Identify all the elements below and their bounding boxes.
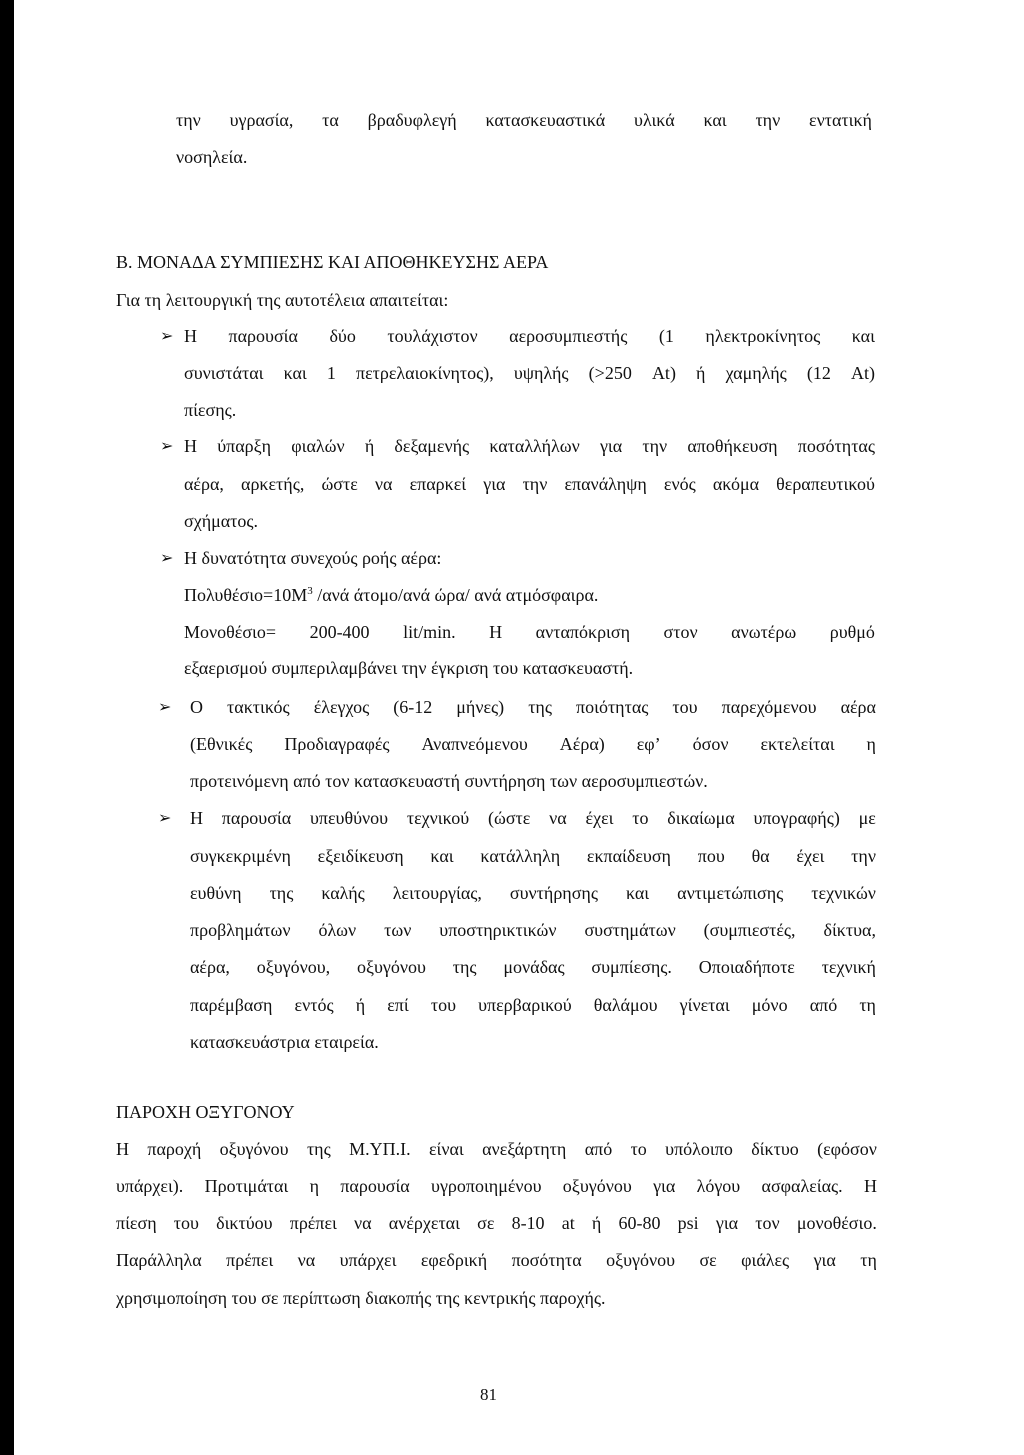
word: ακόμα xyxy=(712,474,760,494)
word: το xyxy=(632,808,649,828)
justified-line xyxy=(190,807,876,829)
word: Η xyxy=(116,1139,129,1159)
justified-line xyxy=(190,919,876,941)
word: Προδιαγραφές xyxy=(284,734,390,754)
word: υπευθύνου xyxy=(309,808,389,828)
text-line: σχήματος. xyxy=(184,511,259,531)
word: τεχνικών xyxy=(811,883,876,903)
word: της xyxy=(269,883,294,903)
justified-line xyxy=(190,845,876,867)
justified-line xyxy=(184,325,875,347)
word: επαρκεί xyxy=(409,474,467,494)
word: τα xyxy=(322,110,339,130)
word: συστημάτων xyxy=(584,920,676,940)
word: ηλεκτροκίνητος xyxy=(705,326,821,346)
bullet-arrow-icon: ➢ xyxy=(158,697,172,716)
word: εξειδίκευση xyxy=(317,846,404,866)
word: την xyxy=(176,110,201,130)
word: Αέρα) xyxy=(559,734,605,754)
word: φιάλες xyxy=(741,1250,790,1270)
word: αρκετής, xyxy=(241,474,305,494)
word: για xyxy=(715,1213,739,1233)
word: ώστε xyxy=(321,474,358,494)
word: οξυγόνου xyxy=(356,957,426,977)
word: Η xyxy=(184,436,197,456)
word: υποστηρικτικών xyxy=(439,920,557,940)
word: υγρασία, xyxy=(229,110,294,130)
word: ανταπόκριση xyxy=(535,622,631,642)
word: συντήρησης xyxy=(509,883,598,903)
word: συνιστάται xyxy=(184,363,264,383)
word: πετρελαιοκίνητος), xyxy=(356,363,494,383)
word: την xyxy=(851,846,876,866)
justified-line xyxy=(116,1249,877,1271)
word: (12 xyxy=(806,363,831,383)
justified-line xyxy=(190,733,876,755)
word: μονοθέσιο. xyxy=(796,1213,877,1233)
word: της xyxy=(528,697,552,717)
word: θα xyxy=(751,846,770,866)
word: επί xyxy=(387,995,409,1015)
word: psi xyxy=(677,1213,699,1233)
word: λειτουργίας, xyxy=(392,883,482,903)
text-line: εξαερισμού συμπεριλαμβάνει την έγκριση του κατασκευαστή. xyxy=(184,658,634,678)
word: (συμπιεστές, xyxy=(703,920,796,940)
word: για xyxy=(483,474,506,494)
word: (1 xyxy=(658,326,674,346)
word: σε xyxy=(477,1213,495,1233)
word: να xyxy=(354,1213,372,1233)
word: του xyxy=(430,995,456,1015)
word: ποιότητας xyxy=(576,697,649,717)
word: και xyxy=(430,846,454,866)
word: ανέρχεται xyxy=(388,1213,460,1233)
text-line xyxy=(184,584,598,606)
word: αποθήκευση xyxy=(687,436,778,456)
word: παρέμβαση xyxy=(190,995,273,1015)
word: παρεχόμενου xyxy=(721,697,817,717)
word: εφεδρική xyxy=(420,1250,488,1270)
word: Παράλληλα xyxy=(116,1250,202,1270)
word: και xyxy=(703,110,727,130)
word: εφ’ xyxy=(636,734,661,754)
bullet-arrow-icon: ➢ xyxy=(158,808,172,827)
word: οξυγόνου xyxy=(562,1176,632,1196)
word: μήνες) xyxy=(456,697,505,717)
word: (εφόσον xyxy=(817,1139,877,1159)
justified-line xyxy=(190,994,876,1016)
word: ανωτέρω xyxy=(731,622,797,642)
text-segment: Πολυθέσιο=10Μ xyxy=(184,585,308,605)
word: όλων xyxy=(318,920,357,940)
word: η xyxy=(866,734,876,754)
word: ποσότητα xyxy=(511,1250,582,1270)
word: σε xyxy=(699,1250,717,1270)
word: οξυγόνου xyxy=(219,1139,289,1159)
word: (6-12 xyxy=(393,697,433,717)
word: επανάληψη xyxy=(564,474,647,494)
word: παρουσία xyxy=(340,1176,410,1196)
word: Η xyxy=(489,622,503,642)
word: για xyxy=(599,436,623,456)
word: αέρα xyxy=(840,697,876,717)
bullet-arrow-icon: ➢ xyxy=(160,436,174,455)
word: (>250 xyxy=(588,363,632,383)
word: έλεγχος xyxy=(313,697,370,717)
justified-line xyxy=(190,696,876,718)
justified-line xyxy=(116,1138,877,1160)
word: παροχή xyxy=(147,1139,202,1159)
justified-line xyxy=(184,435,875,457)
text-line: νοσηλεία. xyxy=(176,147,248,167)
word: αεροσυμπιεστής xyxy=(509,326,628,346)
word: λόγου xyxy=(696,1176,741,1196)
word: παρουσία xyxy=(228,326,298,346)
word: τεχνική xyxy=(821,957,876,977)
word: βραδυφλεγή xyxy=(367,110,457,130)
document-page xyxy=(14,0,1024,1455)
word: θεραπευτικού xyxy=(776,474,875,494)
word: υπόλοιπο xyxy=(665,1139,733,1159)
word: (Εθνικές xyxy=(190,734,253,754)
word: Ο xyxy=(190,697,203,717)
word: κατάλληλη xyxy=(480,846,561,866)
word: την xyxy=(642,436,668,456)
word: Μονοθέσιο= xyxy=(184,622,277,642)
word: δικαίωμα xyxy=(667,808,735,828)
word: αέρα, xyxy=(184,474,224,494)
word: πρέπει xyxy=(289,1213,337,1233)
word: τουλάχιστον xyxy=(387,326,478,346)
word: lit/min. xyxy=(403,622,456,642)
word: At) xyxy=(851,363,875,383)
word: αέρα, xyxy=(190,957,230,977)
word: για xyxy=(813,1250,836,1270)
justified-line xyxy=(190,882,876,904)
word: έχει xyxy=(585,808,614,828)
word: Οποιαδήποτε xyxy=(698,957,795,977)
page-number: 81 xyxy=(480,1385,497,1404)
word: στον xyxy=(663,622,698,642)
justified-line xyxy=(184,473,875,495)
word: τη xyxy=(860,1250,877,1270)
word: οξυγόνου xyxy=(606,1250,676,1270)
word: που xyxy=(697,846,725,866)
word: φιαλών xyxy=(291,436,345,456)
word: ή xyxy=(696,363,706,383)
word: του xyxy=(173,1213,199,1233)
word: 200-400 xyxy=(309,622,370,642)
word: όσον xyxy=(692,734,729,754)
word: και xyxy=(851,326,875,346)
word: των xyxy=(384,920,412,940)
word: ενός xyxy=(663,474,696,494)
word: (ώστε xyxy=(488,808,531,828)
word: Προτιμάται xyxy=(204,1176,289,1196)
word: δικτύου xyxy=(216,1213,273,1233)
word: και xyxy=(625,883,650,903)
word: 8-10 xyxy=(511,1213,545,1233)
text-line: Για τη λειτουργική της αυτοτέλεια απαιτείται: xyxy=(116,290,449,310)
word: εντός xyxy=(294,995,334,1015)
word: μόνο xyxy=(751,995,788,1015)
word: προβλημάτων xyxy=(190,920,291,940)
word: υλικά xyxy=(634,110,675,130)
word: υψηλής xyxy=(513,363,569,383)
word: Η xyxy=(184,326,197,346)
word: υπάρχει). xyxy=(116,1176,184,1196)
justified-line xyxy=(184,362,875,384)
word: τον xyxy=(755,1213,780,1233)
word: καλής xyxy=(321,883,365,903)
word: έχει xyxy=(796,846,825,866)
word: δύο xyxy=(329,326,356,346)
word: από xyxy=(584,1139,613,1159)
word: υγροποιημένου xyxy=(431,1176,542,1196)
word: πίεση xyxy=(116,1213,157,1233)
section-heading: ΠΑΡΟΧΗ ΟΞΥΓΟΝΟΥ xyxy=(116,1102,295,1122)
word: δίκτυο xyxy=(751,1139,799,1159)
word: ποσότητας xyxy=(797,436,875,456)
superscript: 3 xyxy=(307,585,313,597)
text-line: Η δυνατότητα συνεχούς ροής αέρα: xyxy=(184,548,442,568)
word: Η xyxy=(190,808,203,828)
word: υπάρχει xyxy=(339,1250,397,1270)
word: ύπαρξη xyxy=(217,436,272,456)
word: ασφαλείας. xyxy=(761,1176,843,1196)
word: ή xyxy=(591,1213,602,1233)
word: at xyxy=(561,1213,575,1233)
word: για xyxy=(653,1176,676,1196)
word: ανεξάρτητη xyxy=(482,1139,567,1159)
word: να xyxy=(297,1250,316,1270)
word: αντιμετώπισης xyxy=(677,883,784,903)
justified-line xyxy=(116,1175,877,1197)
word: είναι xyxy=(428,1139,464,1159)
word: ρυθμό xyxy=(829,622,875,642)
word: 1 xyxy=(326,363,336,383)
text-segment: /ανά άτομο/ανά ώρα/ ανά ατμόσφαιρα. xyxy=(312,585,599,605)
word: την xyxy=(522,474,548,494)
word: εκπαίδευση xyxy=(586,846,671,866)
justified-line xyxy=(190,956,876,978)
word: χαμηλής xyxy=(725,363,787,383)
word: Αναπνεόμενου xyxy=(421,734,528,754)
word: δίκτυα, xyxy=(823,920,876,940)
word: 60-80 xyxy=(618,1213,661,1233)
word: At) xyxy=(651,363,676,383)
word: την xyxy=(755,110,781,130)
word: με xyxy=(858,808,876,828)
word: καταλλήλων xyxy=(489,436,580,456)
bullet-arrow-icon: ➢ xyxy=(160,548,174,567)
word: από xyxy=(809,995,838,1015)
word: υπερβαρικού xyxy=(478,995,572,1015)
word: οξυγόνου, xyxy=(256,957,331,977)
bullet-arrow-icon: ➢ xyxy=(160,326,174,345)
justified-line xyxy=(176,109,872,131)
text-line: κατασκευάστρια εταιρεία. xyxy=(190,1032,379,1052)
word: η xyxy=(309,1176,320,1196)
word: τακτικός xyxy=(227,697,290,717)
word: παρουσία xyxy=(221,808,292,828)
text-line: χρησιμοποίηση του σε περίπτωση διακοπής της κεντρικής παροχής. xyxy=(116,1288,606,1308)
word: να xyxy=(549,808,567,828)
word: ή xyxy=(364,436,375,456)
word: του xyxy=(672,697,698,717)
word: δεξαμενής xyxy=(394,436,470,456)
word: υπογραφής) xyxy=(753,808,840,828)
justified-line xyxy=(116,1212,877,1234)
word: ευθύνη xyxy=(190,883,242,903)
word: της xyxy=(452,957,477,977)
word: συμπίεσης. xyxy=(591,957,672,977)
word: και xyxy=(283,363,307,383)
word: Η xyxy=(863,1176,877,1196)
word: πρέπει xyxy=(226,1250,274,1270)
word: μονάδας xyxy=(503,957,565,977)
word: το xyxy=(630,1139,647,1159)
text-line: προτεινόμενη από τον κατασκευαστή συντήρηση των αεροσυμπιεστών. xyxy=(190,771,708,791)
word: Μ.ΥΠ.Ι. xyxy=(349,1139,411,1159)
word: τη xyxy=(859,995,876,1015)
justified-line xyxy=(184,621,875,643)
word: να xyxy=(374,474,393,494)
word: θαλάμου xyxy=(593,995,658,1015)
word: εκτελείται xyxy=(760,734,835,754)
word: εντατική xyxy=(809,110,872,130)
text-line: πίεσης. xyxy=(184,400,237,420)
word: κατασκευαστικά xyxy=(485,110,606,130)
word: γίνεται xyxy=(679,995,730,1015)
word: της xyxy=(306,1139,331,1159)
word: συγκεκριμένη xyxy=(190,846,291,866)
section-heading: Β. ΜΟΝΑΔΑ ΣΥΜΠΙΕΣΗΣ ΚΑΙ ΑΠΟΘΗΚΕΥΣΗΣ ΑΕΡΑ xyxy=(116,252,549,272)
word: τεχνικού xyxy=(406,808,470,828)
word: ή xyxy=(355,995,366,1015)
